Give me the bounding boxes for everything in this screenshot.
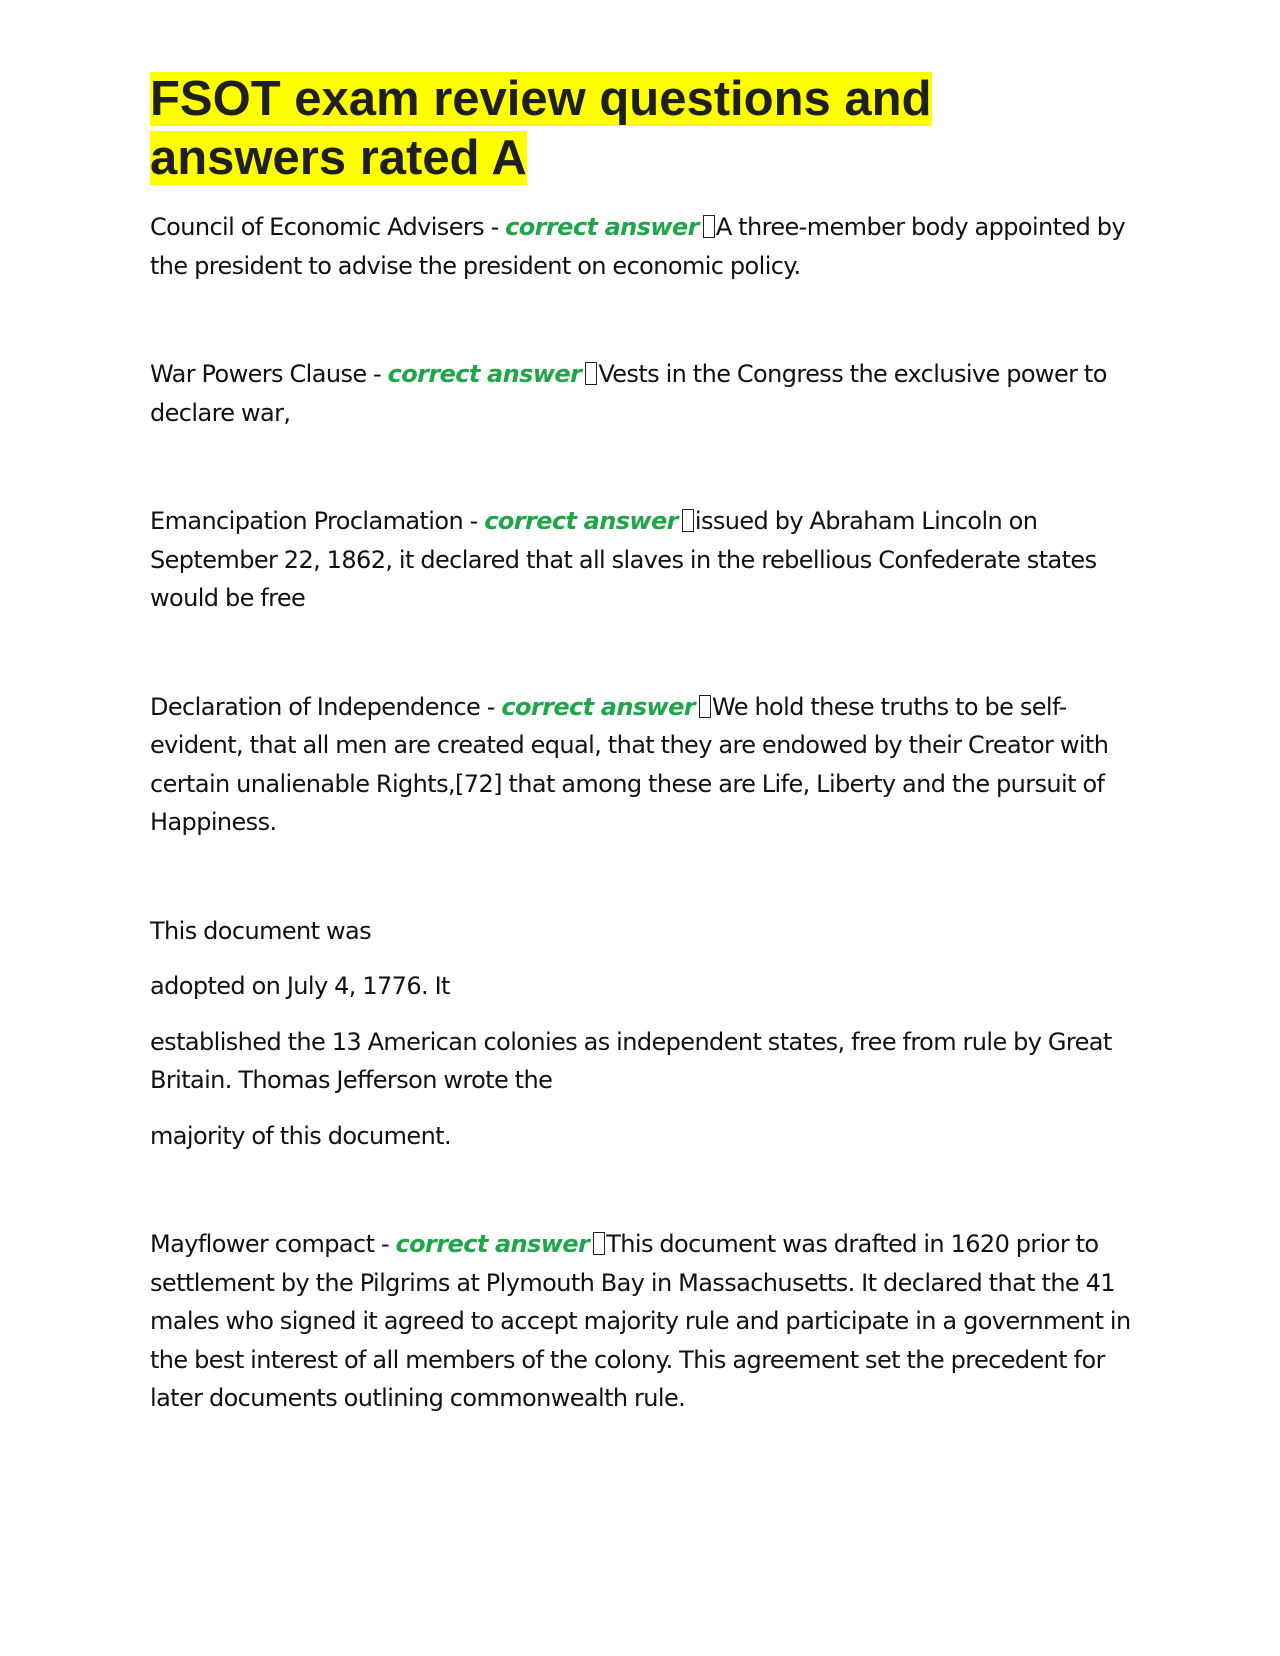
entry-declaration-of-independence — [150, 688, 1140, 842]
title-highlight: FSOT exam review questions and answers rated A — [150, 72, 932, 185]
entry-emancipation-proclamation — [150, 502, 1140, 618]
missing-glyph-box-icon — [593, 1232, 605, 1255]
spacer — [150, 285, 1140, 355]
correct-answer-label: correct answer — [505, 213, 699, 241]
entry-answer: Vests in the Congress the exclusive power to declare war, — [150, 360, 1107, 427]
spacer — [150, 842, 1140, 912]
entry-term: Emancipation Proclamation - — [150, 507, 485, 535]
missing-glyph-box-icon — [703, 215, 715, 238]
entry-answer: This document was drafted in 1620 prior to settlement by the Pilgrims at Plymouth Bay in Massachusetts. It declared that the 41 males who signed it agreed to accept majority rule and participate in a government in the best interest of all members of the colony. This agreement set the precedent for later documents outlining commonwealth rule. — [150, 1230, 1131, 1412]
entry-answer: issued by Abraham Lincoln on September 22, 1862, it declared that all slaves in the rebellious Confederate states would be free — [150, 507, 1097, 612]
paragraph-majority: majority of this document. — [150, 1121, 452, 1150]
correct-answer-label: correct answer — [387, 360, 582, 388]
paragraph-established-colonies: established the 13 American colonies as independent states, free from rule by Great Britain. Thomas Jefferson wrote the — [150, 1027, 1112, 1094]
spacer — [150, 618, 1140, 688]
entry-term: Council of Economic Advisers - — [150, 213, 506, 241]
entry-answer: A three-member body appointed by the president to advise the president on economic policy. — [150, 213, 1126, 280]
spacer — [150, 188, 1140, 208]
spacer — [150, 432, 1140, 502]
missing-glyph-box-icon — [585, 362, 597, 385]
entry-answer: We hold these truths to be self-evident, that all men are created equal, that they are endowed by their Creator with certain unalienable Rights,[72] that among these are Life, Liberty and the pursuit of Happiness. — [150, 692, 1109, 836]
paragraph-adopted-on: adopted on July 4, 1776. It — [150, 972, 450, 1000]
missing-glyph-box-icon — [699, 695, 711, 718]
spacer — [150, 1155, 1140, 1225]
spacer — [150, 1100, 1140, 1117]
document-page — [150, 70, 1140, 1418]
correct-answer-label: correct answer — [395, 1230, 590, 1258]
entry-term: Declaration of Independence - — [150, 692, 502, 721]
entry-mayflower-compact — [150, 1225, 1140, 1418]
document-title — [150, 70, 1140, 188]
entry-council-economic-advisers — [150, 208, 1140, 285]
correct-answer-label: correct answer — [501, 692, 696, 721]
spacer — [150, 1006, 1140, 1023]
spacer — [150, 950, 1140, 967]
missing-glyph-box-icon — [682, 509, 694, 532]
paragraph-document-was: This document was — [150, 916, 372, 945]
correct-answer-label: correct answer — [484, 507, 678, 535]
entry-war-powers-clause — [150, 355, 1140, 432]
entry-term: Mayflower compact - — [150, 1230, 396, 1258]
entry-term: War Powers Clause - — [150, 360, 388, 388]
